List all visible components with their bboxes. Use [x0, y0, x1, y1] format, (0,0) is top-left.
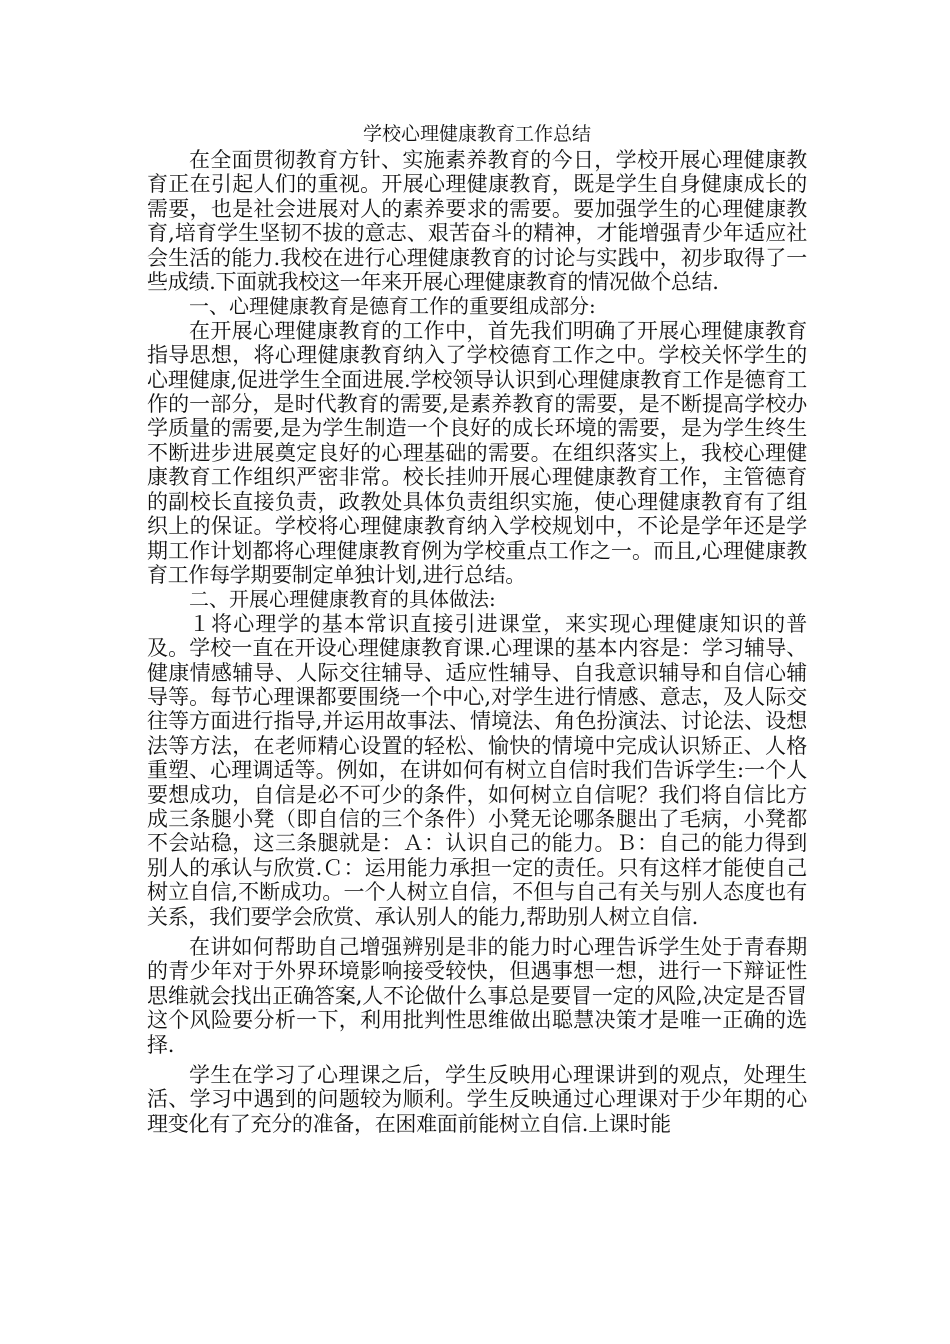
section-1-paragraph: 在开展心理健康教育的工作中，首先我们明确了开展心理健康教育指导思想，将心理健康教育纳入了学校德育工作之中。学校关怀学生的心理健康,促进学生全面进展.学校领导认识到心理健康教育工作是德育工作的一部分，是时代教育的需要,是素养教育的需要，是不断提高学校办学质量的需要,是为学生制造一个良好的成长环境的需要，是为学生终生不断进步进展奠定良好的心理基础的需要。在组织落实上，我校心理健康教育工作组织严密非常。校长挂帅开展心理健康教育工作，主管德育的副校长直接负责，政教处具体负责组织实施，使心理健康教育有了组织上的保证。学校将心理健康教育纳入学校规划中，不论是学年还是学期工作计划都将心理健康教育例为学校重点工作之一。而且,心理健康教育工作每学期要制定单独计划,进行总结。: [147, 318, 807, 587]
section-2-paragraph-2: 在讲如何帮助自己增强辨别是非的能力时心理告诉学生处于青春期的青少年对于外界环境影响接受较快，但遇事想一想，进行一下辩证性思维就会找出正确答案,人不论做什么事总是要冒一定的风险,决定是否冒这个风险要分析一下，利用批判性思维做出聪慧决策才是唯一正确的选择.: [147, 935, 807, 1057]
document-page: [147, 120, 807, 1136]
document-title: 学校心理健康教育工作总结: [362, 123, 591, 145]
section-2-paragraph-3: 学生在学习了心理课之后，学生反映用心理课讲到的观点，处理生活、学习中遇到的问题较为顺利。学生反映通过心理课对于少年期的心理变化有了充分的准备，在困难面前能树立自信.上课时能: [147, 1063, 807, 1136]
intro-paragraph: 在全面贯彻教育方针、实施素养教育的今日，学校开展心理健康教育正在引起人们的重视。开展心理健康教育，既是学生自身健康成长的需要，也是社会进展对人的素养要求的需要。要加强学生的心理健康教育,培育学生坚韧不拔的意志、艰苦奋斗的精神，才能增强青少年适应社会生活的能力.我校在进行心理健康教育的讨论与实践中，初步取得了一些成绩.下面就我校这一年来开展心理健康教育的情况做个总结.: [147, 148, 807, 295]
section-heading-1: 一、心理健康教育是德育工作的重要组成部分:: [189, 294, 596, 319]
section-heading-2: 二、开展心理健康教育的具体做法:: [189, 587, 496, 612]
section-2-paragraph-1: １将心理学的基本常识直接引进课堂，来实现心理健康知识的普及。学校一直在开设心理健康教育课.心理课的基本内容是：学习辅导、健康情感辅导、人际交往辅导、适应性辅导、自我意识辅导和自信心辅导等。每节心理课都要围绕一个中心,对学生进行情感、意志，及人际交往等方面进行指导,并运用故事法、情境法、角色扮演法、讨论法、设想法等方法，在老师精心设置的轻松、愉快的情境中完成认识矫正、人格重塑、心理调适等。例如，在讲如何有树立自信时我们告诉学生:一个人要想成功，自信是必不可少的条件，如何树立自信呢？我们将自信比方成三条腿小凳（即自信的三个条件）小凳无论哪条腿出了毛病，小凳都不会站稳，这三条腿就是：Ａ：认识自己的能力。Ｂ：自己的能力得到别人的承认与欣赏.Ｃ：运用能力承担一定的责任。只有这样才能使自己树立自信,不断成功。一个人树立自信，不但与自己有关与别人态度也有关系，我们要学会欣赏、承认别人的能力,帮助别人树立自信.: [147, 611, 807, 929]
